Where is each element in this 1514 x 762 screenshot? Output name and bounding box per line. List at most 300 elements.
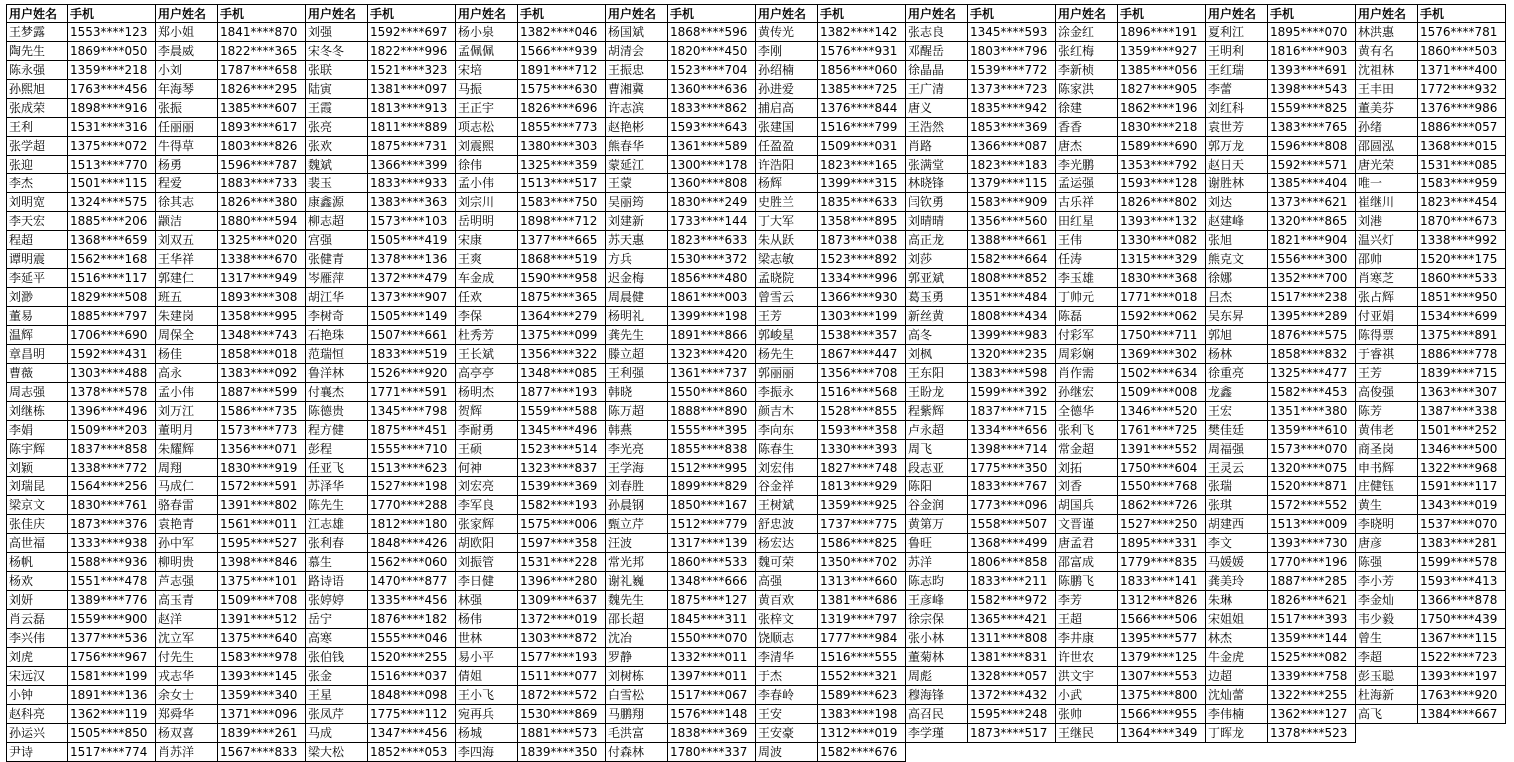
username-cell: 付森林 bbox=[606, 743, 668, 762]
phone-cell: 1345****496 bbox=[518, 421, 606, 440]
username-cell: 胡建西 bbox=[1206, 515, 1268, 534]
phone-cell: 1597****358 bbox=[518, 534, 606, 553]
username-cell: 王丰田 bbox=[1356, 80, 1418, 99]
phone-cell: 1873****376 bbox=[68, 515, 156, 534]
phone-cell: 1363****307 bbox=[1418, 383, 1506, 402]
phone-cell: 1803****826 bbox=[218, 137, 306, 156]
phone-cell: 1838****369 bbox=[668, 724, 756, 743]
table-row bbox=[6, 477, 156, 496]
phone-cell: 1826****696 bbox=[518, 99, 606, 118]
table-row bbox=[1206, 705, 1356, 724]
table-row bbox=[906, 572, 1056, 591]
table-row bbox=[756, 288, 906, 307]
user-phone-table bbox=[6, 4, 1506, 762]
username-cell: 张成荣 bbox=[6, 99, 68, 118]
phone-cell: 1777****984 bbox=[818, 629, 906, 648]
phone-cell: 1517****067 bbox=[668, 686, 756, 705]
table-row bbox=[156, 80, 306, 99]
phone-cell: 1513****517 bbox=[518, 174, 606, 193]
phone-cell: 1360****636 bbox=[668, 80, 756, 99]
username-cell: 杨国斌 bbox=[606, 23, 668, 42]
table-row bbox=[456, 440, 606, 459]
table-row bbox=[1356, 174, 1506, 193]
phone-cell: 1856****060 bbox=[818, 61, 906, 80]
username-cell: 郑小姐 bbox=[156, 23, 218, 42]
phone-cell: 1356****322 bbox=[518, 345, 606, 364]
table-row bbox=[456, 591, 606, 610]
phone-cell: 1359****218 bbox=[68, 61, 156, 80]
username-cell: 胡欧阳 bbox=[456, 534, 518, 553]
username-cell: 唐光荣 bbox=[1356, 156, 1418, 175]
table-row bbox=[1206, 99, 1356, 118]
phone-cell: 1378****136 bbox=[368, 250, 456, 269]
table-row bbox=[606, 572, 756, 591]
table-row bbox=[1356, 137, 1506, 156]
phone-cell: 1835****633 bbox=[818, 193, 906, 212]
phone-cell: 1393****730 bbox=[1268, 534, 1356, 553]
phone-cell: 1383****198 bbox=[818, 705, 906, 724]
phone-cell: 1575****006 bbox=[518, 515, 606, 534]
username-cell: 温兴灯 bbox=[1356, 231, 1418, 250]
username-cell: 韦少毅 bbox=[1356, 610, 1418, 629]
username-cell: 张振 bbox=[156, 99, 218, 118]
username-cell: 陈得票 bbox=[1356, 326, 1418, 345]
table-row bbox=[1356, 269, 1506, 288]
phone-cell: 1856****480 bbox=[668, 269, 756, 288]
username-cell: 张帅 bbox=[1056, 705, 1118, 724]
table-row bbox=[1356, 307, 1506, 326]
table-row bbox=[306, 156, 456, 175]
table-row bbox=[156, 212, 306, 231]
table-row bbox=[456, 42, 606, 61]
table-row bbox=[6, 553, 156, 572]
username-cell: 贺辉 bbox=[456, 402, 518, 421]
username-cell: 周保全 bbox=[156, 326, 218, 345]
phone-cell: 1396****496 bbox=[68, 402, 156, 421]
table-row bbox=[456, 402, 606, 421]
phone-cell: 1375****800 bbox=[1118, 686, 1206, 705]
table-row bbox=[906, 724, 1056, 743]
header-row bbox=[606, 4, 756, 23]
table-row bbox=[156, 667, 306, 686]
username-cell: 唐彦 bbox=[1356, 534, 1418, 553]
username-cell: 柳明贵 bbox=[156, 553, 218, 572]
table-row bbox=[1206, 402, 1356, 421]
table-row bbox=[456, 610, 606, 629]
header-username: 用户姓名 bbox=[606, 4, 668, 23]
table-row bbox=[606, 345, 756, 364]
phone-cell: 1811****889 bbox=[368, 118, 456, 137]
username-cell: 孟小伟 bbox=[456, 174, 518, 193]
phone-cell: 1358****895 bbox=[818, 212, 906, 231]
table-row bbox=[606, 364, 756, 383]
username-cell: 张利春 bbox=[306, 534, 368, 553]
table-row bbox=[156, 326, 306, 345]
phone-cell: 1761****725 bbox=[1118, 421, 1206, 440]
username-cell: 林杰 bbox=[1206, 629, 1268, 648]
phone-cell: 1530****372 bbox=[668, 250, 756, 269]
username-cell: 常金超 bbox=[1056, 440, 1118, 459]
phone-cell: 1347****456 bbox=[368, 724, 456, 743]
phone-cell: 1328****057 bbox=[968, 667, 1056, 686]
username-cell: 陈德贵 bbox=[306, 402, 368, 421]
phone-cell: 1779****835 bbox=[1118, 553, 1206, 572]
table-row bbox=[756, 629, 906, 648]
phone-cell: 1868****596 bbox=[668, 23, 756, 42]
table-row bbox=[6, 705, 156, 724]
table-row bbox=[306, 99, 456, 118]
username-cell: 闫钦勇 bbox=[906, 193, 968, 212]
table-row bbox=[306, 364, 456, 383]
phone-cell: 1867****447 bbox=[818, 345, 906, 364]
phone-cell: 1365****421 bbox=[968, 610, 1056, 629]
table-row bbox=[756, 459, 906, 478]
table-row bbox=[1356, 686, 1506, 705]
table-row bbox=[606, 743, 756, 762]
username-cell: 李保 bbox=[456, 307, 518, 326]
table-row bbox=[756, 743, 906, 762]
username-cell: 付先生 bbox=[156, 648, 218, 667]
phone-cell: 1812****180 bbox=[368, 515, 456, 534]
phone-cell: 1820****450 bbox=[668, 42, 756, 61]
phone-cell: 1596****808 bbox=[1268, 137, 1356, 156]
phone-cell: 1393****132 bbox=[1118, 212, 1206, 231]
phone-cell: 1822****365 bbox=[218, 42, 306, 61]
table-row bbox=[6, 80, 156, 99]
table-row bbox=[306, 553, 456, 572]
phone-cell: 1806****858 bbox=[968, 553, 1056, 572]
phone-cell: 1826****802 bbox=[1118, 193, 1206, 212]
username-cell: 项志松 bbox=[456, 118, 518, 137]
username-cell: 刘万江 bbox=[156, 402, 218, 421]
username-cell: 徐重亮 bbox=[1206, 364, 1268, 383]
username-cell: 周晨健 bbox=[606, 288, 668, 307]
table-row bbox=[156, 534, 306, 553]
table-row bbox=[6, 345, 156, 364]
table-row bbox=[456, 705, 606, 724]
username-cell: 彭程 bbox=[306, 440, 368, 459]
username-cell: 商圣岗 bbox=[1356, 440, 1418, 459]
table-row bbox=[1206, 572, 1356, 591]
table-row bbox=[306, 496, 456, 515]
table-row bbox=[306, 269, 456, 288]
phone-cell: 1517****774 bbox=[68, 743, 156, 762]
phone-cell: 1772****932 bbox=[1418, 80, 1506, 99]
phone-cell: 1862****726 bbox=[1118, 496, 1206, 515]
table-row bbox=[306, 61, 456, 80]
table-row bbox=[1056, 250, 1206, 269]
table-row bbox=[6, 269, 156, 288]
table-row bbox=[1356, 99, 1506, 118]
username-cell: 汪波 bbox=[606, 534, 668, 553]
table-row bbox=[306, 402, 456, 421]
username-cell: 陈芳 bbox=[1356, 402, 1418, 421]
phone-cell: 1383****765 bbox=[1268, 118, 1356, 137]
username-cell: 牛得草 bbox=[156, 137, 218, 156]
table-row bbox=[756, 61, 906, 80]
username-cell: 方兵 bbox=[606, 250, 668, 269]
username-cell: 涂金红 bbox=[1056, 23, 1118, 42]
table-row bbox=[1056, 572, 1206, 591]
table-row bbox=[306, 288, 456, 307]
table-row bbox=[156, 23, 306, 42]
table-row bbox=[906, 591, 1056, 610]
phone-cell: 1303****199 bbox=[818, 307, 906, 326]
username-cell: 舒忠波 bbox=[756, 515, 818, 534]
table-row bbox=[606, 42, 756, 61]
table-row bbox=[456, 383, 606, 402]
phone-cell: 1516****037 bbox=[368, 667, 456, 686]
table-row bbox=[6, 724, 156, 743]
header-username: 用户姓名 bbox=[1056, 4, 1118, 23]
username-cell: 常光邦 bbox=[606, 553, 668, 572]
table-row bbox=[756, 515, 906, 534]
phone-cell: 1886****778 bbox=[1418, 345, 1506, 364]
phone-cell: 1855****773 bbox=[518, 118, 606, 137]
phone-cell: 1537****070 bbox=[1418, 515, 1506, 534]
table-row bbox=[456, 99, 606, 118]
username-cell: 边超 bbox=[1206, 667, 1268, 686]
table-row bbox=[1056, 156, 1206, 175]
phone-cell: 1509****008 bbox=[1118, 383, 1206, 402]
username-cell: 王安 bbox=[756, 705, 818, 724]
column-group bbox=[306, 4, 456, 762]
username-cell: 任欢 bbox=[456, 288, 518, 307]
username-cell: 史胜兰 bbox=[756, 193, 818, 212]
phone-cell: 1771****018 bbox=[1118, 288, 1206, 307]
table-row bbox=[156, 686, 306, 705]
phone-cell: 1875****731 bbox=[368, 137, 456, 156]
phone-cell: 1896****191 bbox=[1118, 23, 1206, 42]
phone-cell: 1555****710 bbox=[368, 440, 456, 459]
phone-cell: 1527****250 bbox=[1118, 515, 1206, 534]
phone-cell: 1773****096 bbox=[968, 496, 1056, 515]
table-row bbox=[906, 156, 1056, 175]
username-cell: 慕生 bbox=[306, 553, 368, 572]
phone-cell: 1592****697 bbox=[368, 23, 456, 42]
phone-cell: 1375****891 bbox=[1418, 326, 1506, 345]
username-cell: 小武 bbox=[1056, 686, 1118, 705]
phone-cell: 1583****978 bbox=[218, 648, 306, 667]
username-cell: 谢胜林 bbox=[1206, 174, 1268, 193]
username-cell: 唐义 bbox=[906, 99, 968, 118]
phone-cell: 1512****779 bbox=[668, 515, 756, 534]
username-cell: 刘港 bbox=[1356, 212, 1418, 231]
table-row bbox=[1206, 440, 1356, 459]
phone-cell: 1317****139 bbox=[668, 534, 756, 553]
table-row bbox=[306, 193, 456, 212]
table-row bbox=[1206, 383, 1356, 402]
username-cell: 迟金梅 bbox=[606, 269, 668, 288]
table-row bbox=[156, 231, 306, 250]
username-cell: 杨双喜 bbox=[156, 724, 218, 743]
username-cell: 郭万龙 bbox=[1206, 137, 1268, 156]
phone-cell: 1381****831 bbox=[968, 648, 1056, 667]
phone-cell: 1378****578 bbox=[68, 383, 156, 402]
header-phone: 手机 bbox=[668, 4, 756, 23]
phone-cell: 1593****643 bbox=[668, 118, 756, 137]
phone-cell: 1858****832 bbox=[1268, 345, 1356, 364]
username-cell: 刘达 bbox=[1206, 193, 1268, 212]
phone-cell: 1898****916 bbox=[68, 99, 156, 118]
table-row bbox=[1206, 212, 1356, 231]
table-row bbox=[6, 534, 156, 553]
phone-cell: 1393****691 bbox=[1268, 61, 1356, 80]
table-row bbox=[1056, 724, 1206, 743]
phone-cell: 1835****942 bbox=[968, 99, 1056, 118]
phone-cell: 1356****071 bbox=[218, 440, 306, 459]
username-cell: 张瑞 bbox=[1206, 477, 1268, 496]
username-cell: 马成 bbox=[306, 724, 368, 743]
username-cell: 丁晖龙 bbox=[1206, 724, 1268, 743]
header-username: 用户姓名 bbox=[756, 4, 818, 23]
phone-cell: 1756****967 bbox=[68, 648, 156, 667]
username-cell: 王超 bbox=[1056, 610, 1118, 629]
phone-cell: 1583****750 bbox=[518, 193, 606, 212]
header-row bbox=[456, 4, 606, 23]
username-cell: 高世福 bbox=[6, 534, 68, 553]
phone-cell: 1324****575 bbox=[68, 193, 156, 212]
table-row bbox=[756, 686, 906, 705]
table-row bbox=[606, 686, 756, 705]
phone-cell: 1538****357 bbox=[818, 326, 906, 345]
phone-cell: 1566****955 bbox=[1118, 705, 1206, 724]
username-cell: 骆春雷 bbox=[156, 496, 218, 515]
phone-cell: 1813****929 bbox=[818, 477, 906, 496]
username-cell: 陈强 bbox=[1356, 553, 1418, 572]
username-cell: 宋姐姐 bbox=[1206, 610, 1268, 629]
table-row bbox=[906, 440, 1056, 459]
username-cell: 宛再兵 bbox=[456, 705, 518, 724]
table-row bbox=[1056, 591, 1206, 610]
username-cell: 车金成 bbox=[456, 269, 518, 288]
username-cell: 张梓文 bbox=[756, 610, 818, 629]
phone-cell: 1582****972 bbox=[968, 591, 1056, 610]
phone-cell: 1808****852 bbox=[968, 269, 1056, 288]
table-row bbox=[1206, 61, 1356, 80]
phone-cell: 1375****640 bbox=[218, 629, 306, 648]
table-row bbox=[756, 269, 906, 288]
username-cell: 刘明宽 bbox=[6, 193, 68, 212]
table-row bbox=[6, 307, 156, 326]
table-row bbox=[906, 326, 1056, 345]
table-row bbox=[1206, 231, 1356, 250]
phone-cell: 1391****552 bbox=[1118, 440, 1206, 459]
phone-cell: 1860****503 bbox=[1418, 42, 1506, 61]
username-cell: 李四海 bbox=[456, 743, 518, 762]
username-cell: 王利强 bbox=[606, 364, 668, 383]
table-row bbox=[156, 137, 306, 156]
phone-cell: 1869****050 bbox=[68, 42, 156, 61]
username-cell: 刘建新 bbox=[606, 212, 668, 231]
username-cell: 黄生 bbox=[1356, 496, 1418, 515]
username-cell: 杨帆 bbox=[6, 553, 68, 572]
username-cell: 王芳 bbox=[1356, 364, 1418, 383]
phone-cell: 1397****011 bbox=[668, 667, 756, 686]
username-cell: 邵长超 bbox=[606, 610, 668, 629]
phone-cell: 1523****892 bbox=[818, 250, 906, 269]
table-row bbox=[456, 80, 606, 99]
username-cell: 刘树栋 bbox=[606, 667, 668, 686]
username-cell: 周彪 bbox=[906, 667, 968, 686]
phone-cell: 1505****419 bbox=[368, 231, 456, 250]
phone-cell: 1513****623 bbox=[368, 459, 456, 478]
header-username: 用户姓名 bbox=[906, 4, 968, 23]
table-row bbox=[1206, 269, 1356, 288]
username-cell: 赵洋 bbox=[156, 610, 218, 629]
username-cell: 邓醒岳 bbox=[906, 42, 968, 61]
table-row bbox=[156, 648, 306, 667]
username-cell: 陈志昀 bbox=[906, 572, 968, 591]
username-cell: 黄传光 bbox=[756, 23, 818, 42]
username-cell: 王正宇 bbox=[456, 99, 518, 118]
table-row bbox=[1056, 137, 1206, 156]
username-cell: 马振 bbox=[456, 80, 518, 99]
table-row bbox=[756, 174, 906, 193]
phone-cell: 1826****621 bbox=[1268, 591, 1356, 610]
phone-cell: 1367****115 bbox=[1418, 629, 1506, 648]
table-row bbox=[6, 364, 156, 383]
header-row bbox=[156, 4, 306, 23]
table-row bbox=[606, 174, 756, 193]
username-cell: 张旭 bbox=[1206, 231, 1268, 250]
table-row bbox=[1056, 402, 1206, 421]
username-cell: 陶先生 bbox=[6, 42, 68, 61]
username-cell: 王灵云 bbox=[1206, 459, 1268, 478]
column-group bbox=[1056, 4, 1206, 743]
phone-cell: 1553****123 bbox=[68, 23, 156, 42]
username-cell: 高俊强 bbox=[1356, 383, 1418, 402]
table-row bbox=[756, 724, 906, 743]
phone-cell: 1381****097 bbox=[368, 80, 456, 99]
phone-cell: 1860****533 bbox=[1418, 269, 1506, 288]
table-row bbox=[1356, 496, 1506, 515]
phone-cell: 1572****591 bbox=[218, 477, 306, 496]
header-phone: 手机 bbox=[818, 4, 906, 23]
username-cell: 高召民 bbox=[906, 705, 968, 724]
username-cell: 董明月 bbox=[156, 421, 218, 440]
username-cell: 颛洁 bbox=[156, 212, 218, 231]
username-cell: 余女士 bbox=[156, 686, 218, 705]
phone-cell: 1383****281 bbox=[1418, 534, 1506, 553]
username-cell: 唯一 bbox=[1356, 174, 1418, 193]
table-row bbox=[156, 402, 306, 421]
phone-cell: 1527****198 bbox=[368, 477, 456, 496]
table-row bbox=[6, 118, 156, 137]
username-cell: 李新桢 bbox=[1056, 61, 1118, 80]
username-cell: 沈祖林 bbox=[1356, 61, 1418, 80]
phone-cell: 1885****206 bbox=[68, 212, 156, 231]
phone-cell: 1505****149 bbox=[368, 307, 456, 326]
table-row bbox=[906, 345, 1056, 364]
phone-cell: 1833****211 bbox=[968, 572, 1056, 591]
phone-cell: 1353****792 bbox=[1118, 156, 1206, 175]
header-row bbox=[1056, 4, 1206, 23]
username-cell: 高寒 bbox=[306, 629, 368, 648]
username-cell: 申书辉 bbox=[1356, 459, 1418, 478]
phone-cell: 1875****451 bbox=[368, 421, 456, 440]
table-row bbox=[906, 477, 1056, 496]
username-cell: 马媛媛 bbox=[1206, 553, 1268, 572]
table-row bbox=[6, 686, 156, 705]
username-cell: 唐孟君 bbox=[1056, 534, 1118, 553]
username-cell: 岳明明 bbox=[456, 212, 518, 231]
username-cell: 刘拓 bbox=[1056, 459, 1118, 478]
username-cell: 杨林 bbox=[1206, 345, 1268, 364]
username-cell: 邵富成 bbox=[1056, 553, 1118, 572]
username-cell: 蒙延江 bbox=[606, 156, 668, 175]
table-row bbox=[1056, 496, 1206, 515]
